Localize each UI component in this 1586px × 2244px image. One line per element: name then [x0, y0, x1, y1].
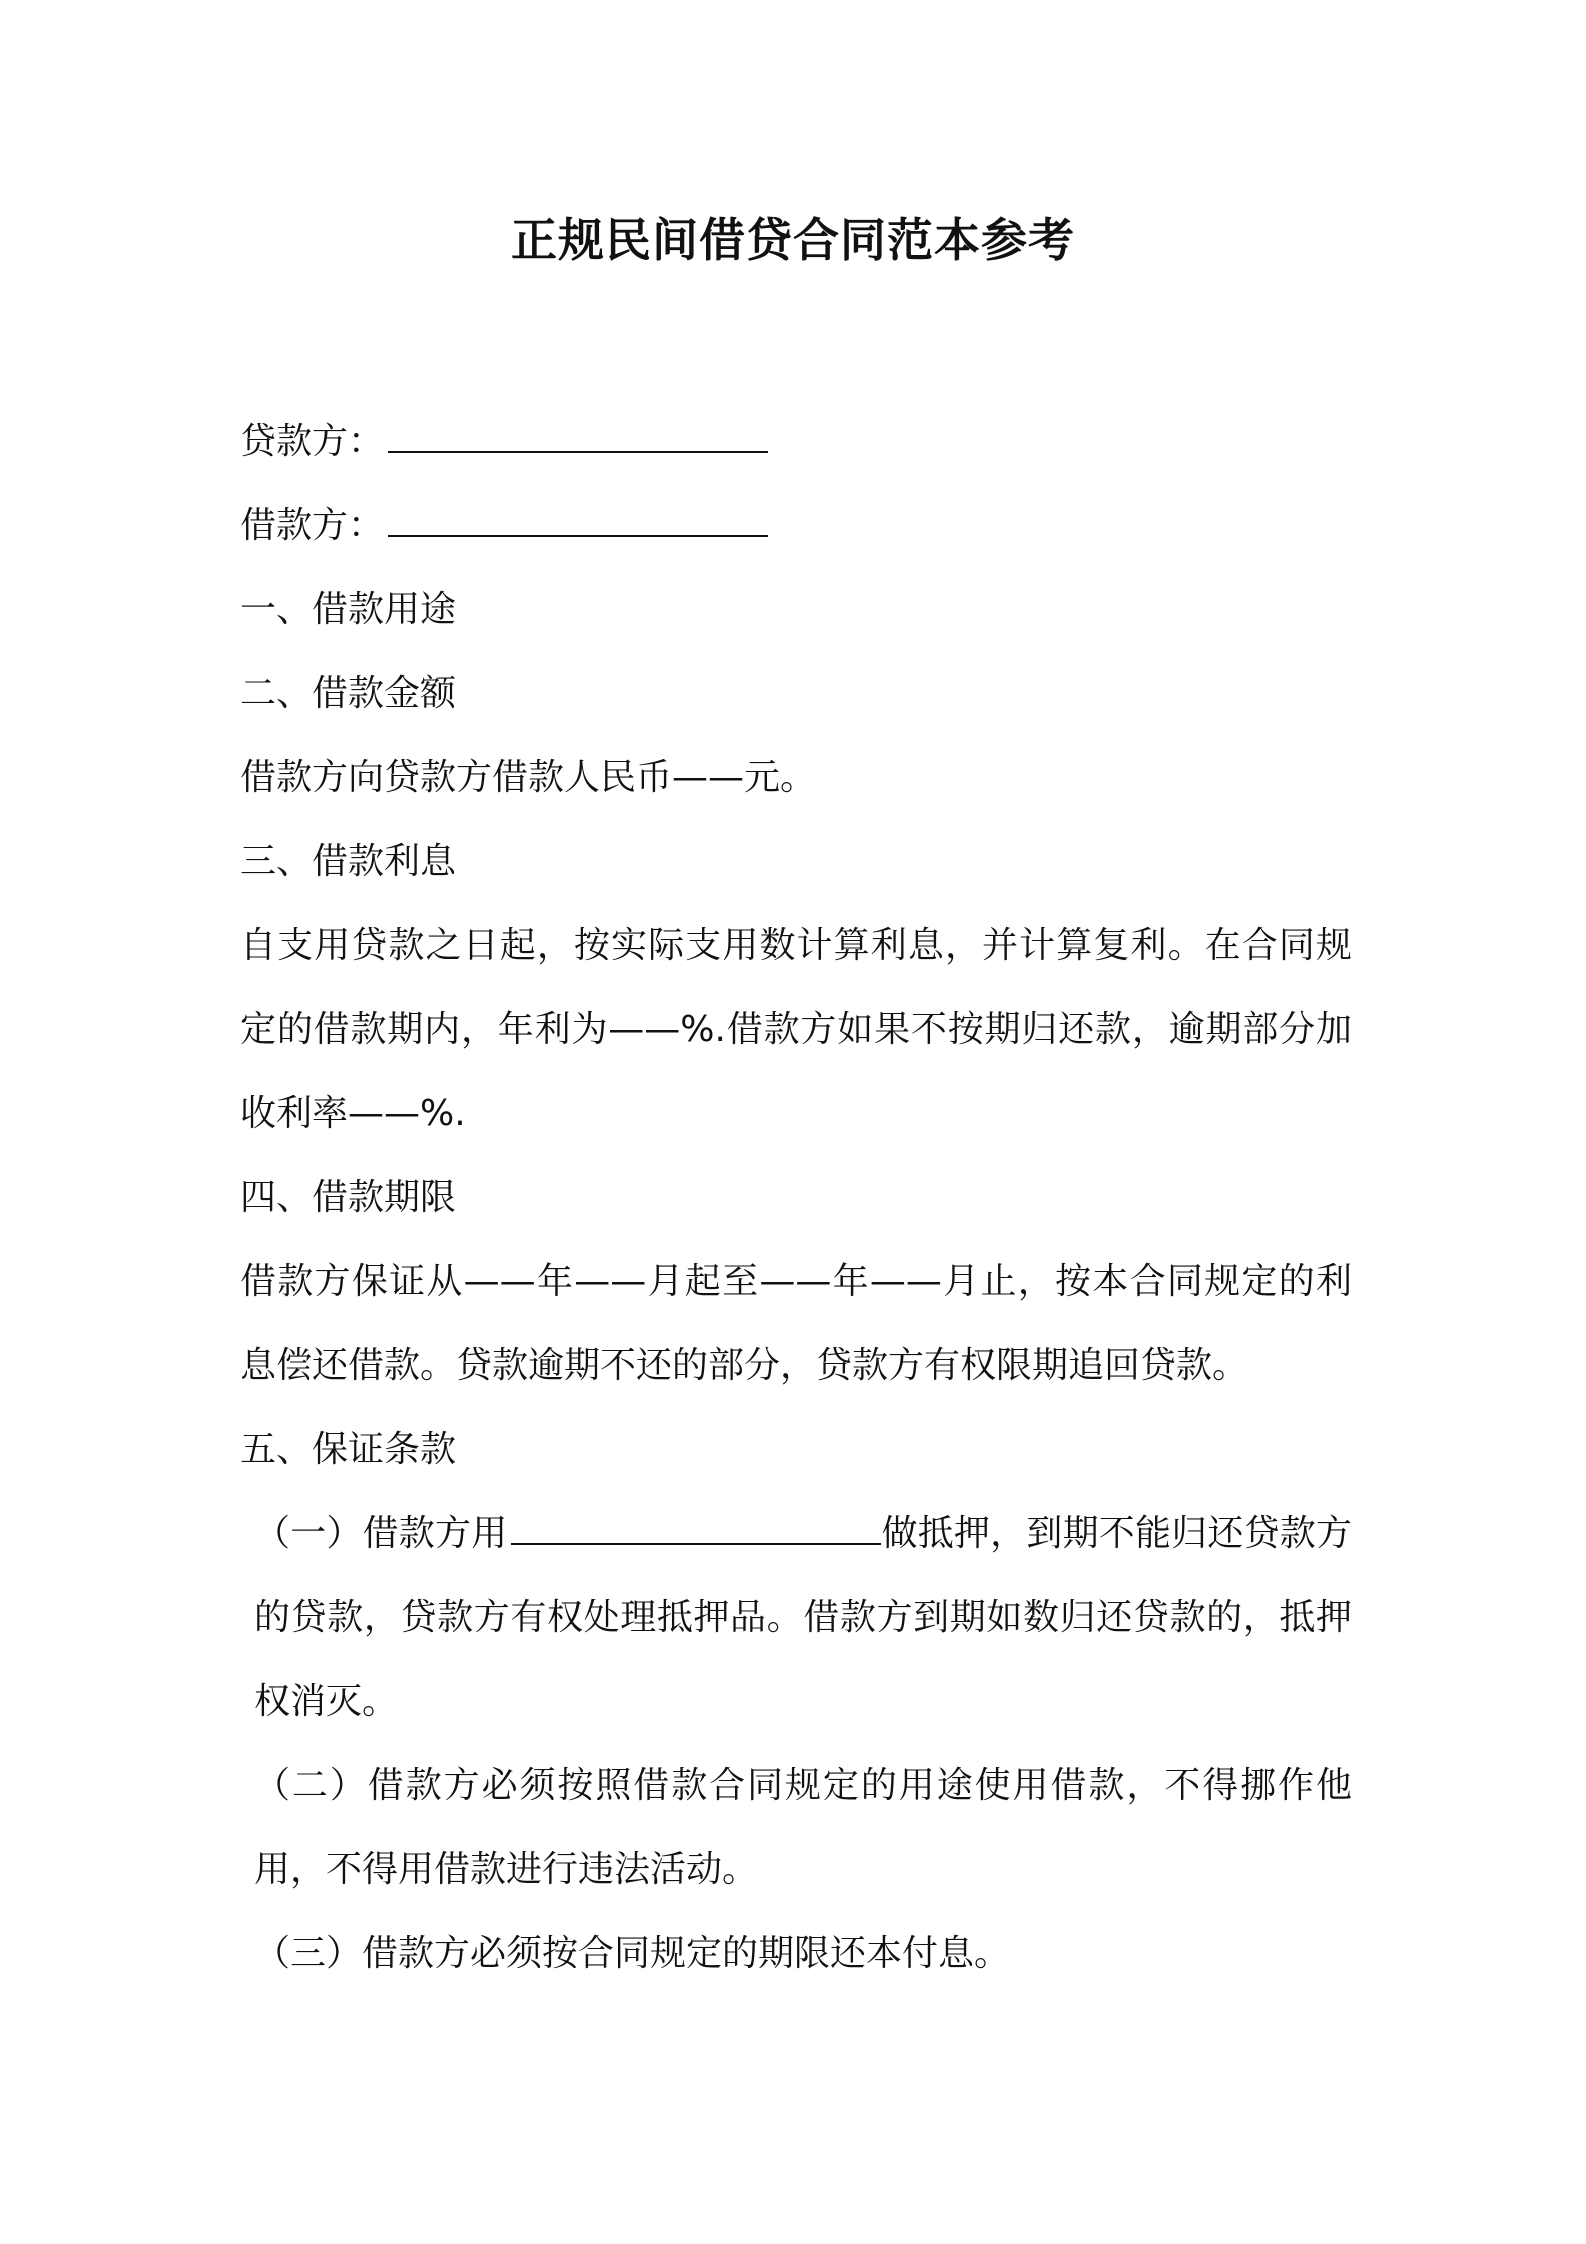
- section-text-amount: 借款方向贷款方借款人民币——元。: [240, 757, 817, 798]
- collateral-blank: [511, 1513, 881, 1545]
- borrower-label: 借款方：: [240, 505, 385, 546]
- clause1-suffix: 做抵押，到期不能归还贷款方的贷款，贷款方有权处理抵押品。借款方到期如数归还贷款的，抵押权消灭。: [254, 1513, 1352, 1722]
- guarantee-clause-2: （二）借款方必须按照借款合同规定的用途使用借款，不得挪作他用，不得用借款进行违法活动。: [254, 1765, 1352, 1890]
- guarantee-clause-1: [240, 1492, 1352, 1744]
- guarantee-clause-3: （三）借款方必须按合同规定的期限还本付息。: [254, 1933, 1011, 1974]
- lender-blank: [388, 421, 768, 453]
- section-heading-term: 四、借款期限: [240, 1177, 457, 1218]
- borrower-line: [240, 484, 1352, 568]
- section-heading-amount: 二、借款金额: [240, 673, 457, 714]
- section-heading-purpose: 一、借款用途: [240, 589, 457, 630]
- section-heading-guarantee: 五、保证条款: [240, 1429, 457, 1470]
- document-title: 正规民间借贷合同范本参考: [511, 213, 1075, 267]
- section-text-interest: 自支用贷款之日起，按实际支用数计算利息，并计算复利。在合同规定的借款期内，年利为——%.借款方如果不按期归还款，逾期部分加收利率——%.: [240, 925, 1352, 1134]
- document-body: [240, 400, 1352, 1996]
- lender-line: [240, 400, 1352, 484]
- section-text-term: 借款方保证从——年——月起至——年——月止，按本合同规定的利息偿还借款。贷款逾期不还的部分，贷款方有权限期追回贷款。: [240, 1261, 1352, 1386]
- borrower-blank: [388, 505, 768, 537]
- clause1-prefix: （一）借款方用: [254, 1513, 508, 1554]
- lender-label: 贷款方：: [240, 421, 385, 462]
- section-heading-interest: 三、借款利息: [240, 841, 457, 882]
